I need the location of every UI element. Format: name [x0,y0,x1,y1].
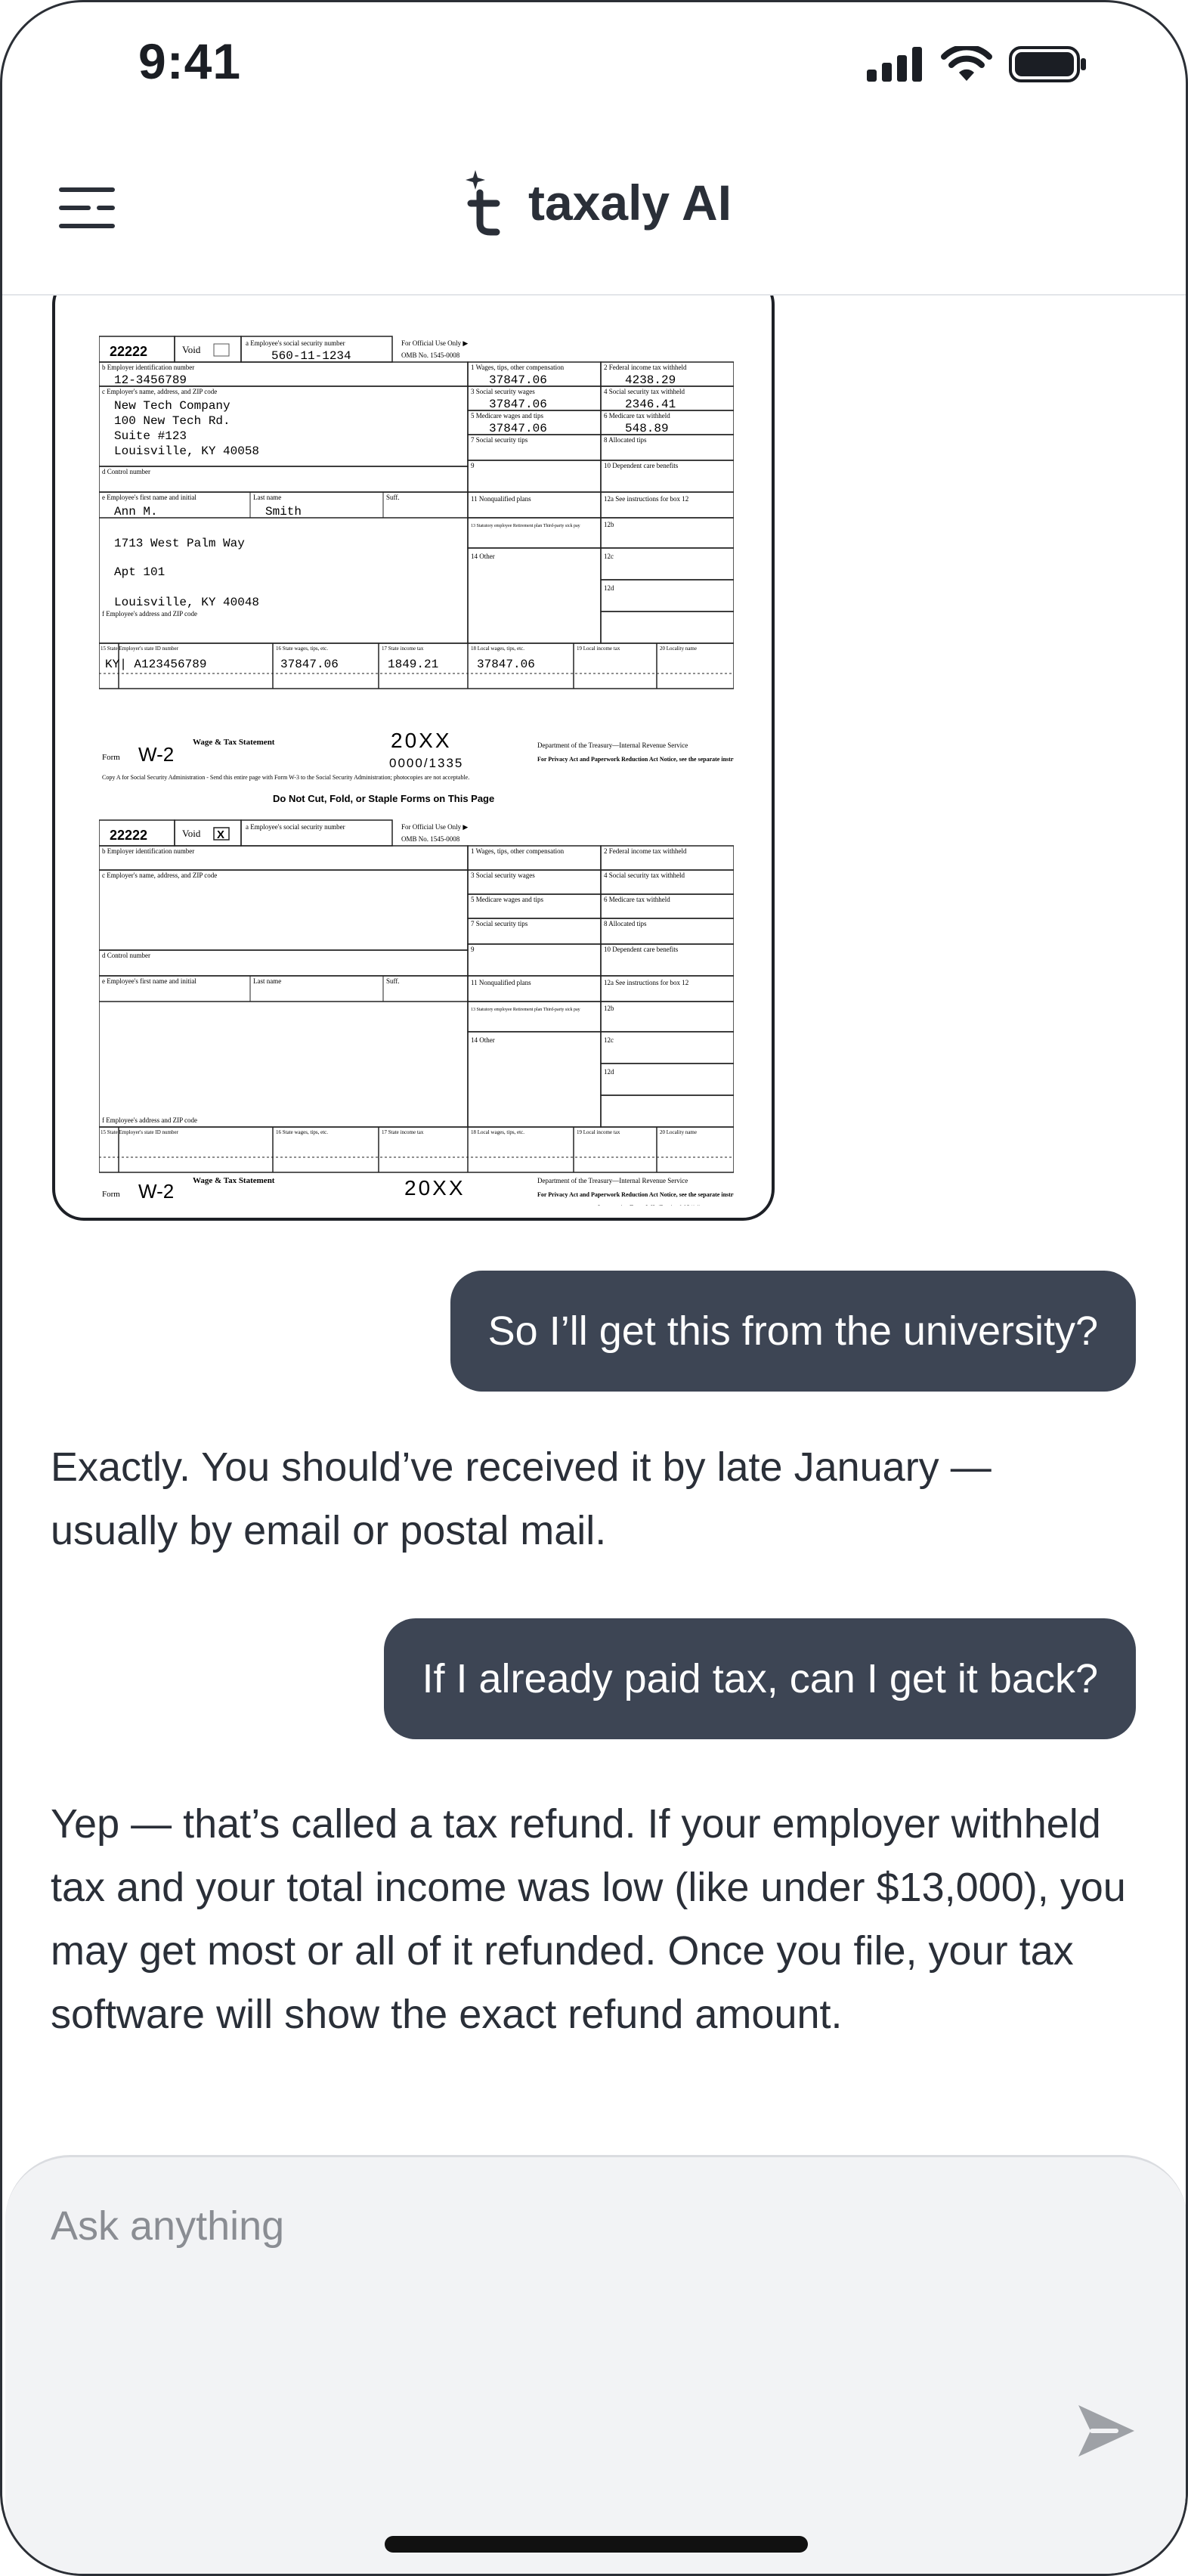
svg-text:c Employer's name, address, an: c Employer's name, address, and ZIP code [102,388,218,395]
w2-form-image [99,306,734,1206]
svg-text:12d: 12d [604,584,614,592]
svg-text:37847.06: 37847.06 [477,658,535,671]
svg-text:Ann M.: Ann M. [114,505,158,519]
svg-text:12a See instructions for box 1: 12a See instructions for box 12 [604,495,689,503]
svg-text:6 Medicare tax withheld: 6 Medicare tax withheld [604,412,670,420]
svg-text:Laser-print Form W2 (Revised 0 [598,1204,701,1206]
svg-text:9: 9 [471,946,475,953]
svg-text:Suff.: Suff. [386,977,400,985]
svg-text:560-11-1234: 560-11-1234 [271,349,351,363]
app-header [2,131,1186,296]
svg-text:19 Local income tax: 19 Local income tax [577,646,620,652]
sparkle-t-logo [463,169,506,237]
assistant-message: Exactly. You should’ve received it by late January — usually by email or postal mail. [51,1444,992,1553]
w2-control-code: 22222 [110,344,148,359]
svg-text:37847.06: 37847.06 [489,398,547,411]
svg-text:17 State income tax: 17 State income tax [382,1129,424,1135]
svg-text:19 Local income tax: 19 Local income tax [577,1129,620,1135]
home-indicator[interactable] [385,2536,808,2553]
status-time: 9:41 [138,33,242,89]
svg-text:20 Locality name: 20 Locality name [660,1129,697,1135]
svg-text:X: X [217,828,225,841]
svg-text:1849.21: 1849.21 [388,658,439,671]
svg-text:d Control number: d Control number [102,952,150,959]
svg-text:14 Other: 14 Other [471,553,495,560]
svg-text:3 Social security wages: 3 Social security wages [471,872,535,879]
svg-text:10 Dependent care benefits: 10 Dependent care benefits [604,462,679,469]
svg-text:10 Dependent care benefits: 10 Dependent care benefits [604,946,679,953]
signal-icon [867,47,924,82]
svg-text:8 Allocated tips: 8 Allocated tips [604,920,647,927]
app-title: taxaly AI [528,175,732,231]
svg-text:d Control number: d Control number [102,468,150,475]
svg-text:Smith: Smith [265,505,302,519]
svg-text:100 New Tech Rd.: 100 New Tech Rd. [114,414,230,428]
svg-text:New Tech Company: New Tech Company [114,399,230,413]
svg-text:c Employer's name, address, an: c Employer's name, address, and ZIP code [102,872,218,879]
svg-text:12b: 12b [604,521,614,528]
svg-text:6 Medicare tax withheld: 6 Medicare tax withheld [604,896,670,903]
assistant-message: Yep — that’s called a tax refund. If your employer withheld tax and your total income was low (like under $13,000), you may get most or all of it refunded. Once you file, your tax software will show the exact refund amount. [51,1801,1126,2037]
svg-text:f Employee's address and ZIP c: f Employee's address and ZIP code [102,1116,197,1124]
svg-text:16 State wages, tips, etc.: 16 State wages, tips, etc. [276,646,329,652]
svg-text:Last name: Last name [253,977,282,985]
send-icon[interactable] [1072,2398,1139,2464]
svg-text:37847.06: 37847.06 [280,658,339,671]
svg-text:Louisville, KY 40058: Louisville, KY 40058 [114,444,260,458]
svg-text:Wage & Tax Statement: Wage & Tax Statement [193,738,275,747]
svg-text:Department of the Treasury—Int: Department of the Treasury—Internal Revenue Service [537,742,688,749]
svg-text:9: 9 [471,462,475,469]
svg-text:20XX: 20XX [404,1176,466,1200]
svg-text:1 Wages, tips, other compensat: 1 Wages, tips, other compensation [471,847,565,855]
svg-text:11 Nonqualified plans: 11 Nonqualified plans [471,495,531,503]
svg-text:12b: 12b [604,1005,614,1012]
svg-text:KY| A123456789: KY| A123456789 [105,658,207,671]
chat-thread[interactable] [2,296,1186,2155]
svg-text:Wage & Tax Statement: Wage & Tax Statement [193,1176,275,1185]
svg-text:15 State Employer's state ID: 15 State Employer's state ID number [101,1129,178,1135]
svg-text:3 Social security wages: 3 Social security wages [471,388,535,395]
w2-copy-1 [99,336,734,804]
svg-text:4 Social security tax withheld: 4 Social security tax withheld [604,388,685,395]
svg-text:W-2: W-2 [138,743,175,766]
svg-text:b Employer identification numb: b Employer identification number [102,364,195,371]
svg-text:5 Medicare wages and tips: 5 Medicare wages and tips [471,412,543,420]
svg-text:37847.06: 37847.06 [489,422,547,435]
svg-text:For Official Use Only ▶: For Official Use Only ▶ [401,339,469,347]
composer [5,2155,1187,2576]
svg-text:8 Allocated tips: 8 Allocated tips [604,436,647,444]
svg-text:12d: 12d [604,1068,614,1076]
svg-text:b Employer identification numb: b Employer identification number [102,847,195,855]
user-message: If I already paid tax, can I get it back? [384,1618,1136,1739]
w2-document-card[interactable] [52,296,775,1221]
brand [463,169,732,237]
svg-text:12a See instructions for box 1: 12a See instructions for box 12 [604,979,689,986]
svg-text:a Employee's social security n: a Employee's social security number [246,339,345,347]
svg-text:f Employee's address and ZIP c: f Employee's address and ZIP code [102,610,197,618]
svg-text:11 Nonqualified plans: 11 Nonqualified plans [471,979,531,986]
svg-text:18 Local wages, tips, etc.: 18 Local wages, tips, etc. [471,1129,524,1135]
svg-text:16 State wages, tips, etc.: 16 State wages, tips, etc. [276,1129,329,1135]
svg-text:Do Not Cut, Fold, or Staple Fo: Do Not Cut, Fold, or Staple Forms on This Page [273,793,495,804]
svg-text:For Privacy Act and Paperwork: For Privacy Act and Paperwork Reduction Act Notice, see the separate instructions. [537,756,734,763]
svg-text:2 Federal income tax withheld: 2 Federal income tax withheld [604,847,687,855]
svg-text:13 Statutory employee Retire: 13 Statutory employee Retirement plan Third-party sick pay [471,524,580,528]
svg-text:Form: Form [102,753,120,762]
w2-copy-2 [99,820,734,1206]
svg-text:4 Social security tax withheld: 4 Social security tax withheld [604,872,685,879]
svg-text:e Employee's first name and in: e Employee's first name and initial [102,977,196,985]
svg-text:2346.41: 2346.41 [625,398,676,411]
wifi-icon [941,46,992,82]
svg-text:4238.29: 4238.29 [625,373,676,387]
svg-text:12c: 12c [604,1036,614,1044]
svg-text:15 State Employer's state ID: 15 State Employer's state ID number [101,646,178,652]
status-icons [867,46,1087,82]
user-message: So I’ll get this from the university? [450,1271,1136,1392]
svg-text:12c: 12c [604,553,614,560]
svg-text:1713 West Palm Way: 1713 West Palm Way [114,537,245,550]
svg-text:0000/1335 [403,1203,477,1206]
svg-text:Suite #123: Suite #123 [114,429,187,443]
svg-text:7 Social security tips: 7 Social security tips [471,920,528,927]
svg-text:548.89: 548.89 [625,422,669,435]
svg-text:Void: Void [182,828,201,839]
svg-text:a Employee's social security n: a Employee's social security number [246,823,345,831]
battery-icon [1009,46,1087,82]
svg-text:Department of the Treasury—Int: Department of the Treasury—Internal Revenue Service [537,1177,688,1184]
svg-text:12-3456789: 12-3456789 [114,373,187,387]
svg-text:7 Social security tips: 7 Social security tips [471,436,528,444]
svg-text:W-2: W-2 [138,1180,175,1203]
svg-text:0000/1335: 0000/1335 [389,756,464,770]
svg-text:14 Other: 14 Other [471,1036,495,1044]
svg-text:OMB No. 1545-0008: OMB No. 1545-0008 [401,835,460,843]
w2-void-label: Void [182,344,201,355]
status-bar [2,2,1186,131]
svg-text:Suff.: Suff. [386,494,400,501]
svg-text:Louisville, KY 40048: Louisville, KY 40048 [114,596,260,609]
svg-text:2 Federal income tax withheld: 2 Federal income tax withheld [604,364,687,371]
svg-text:20XX: 20XX [391,729,452,752]
svg-text:For Privacy Act and Paperwork: For Privacy Act and Paperwork Reduction Act Notice, see the separate instructions. [537,1191,734,1198]
svg-text:OMB No. 1545-0008: OMB No. 1545-0008 [401,351,460,359]
svg-text:37847.06: 37847.06 [489,373,547,387]
ask-input[interactable] [51,2203,1033,2249]
svg-text:Last name: Last name [253,494,282,501]
svg-text:20 Locality name: 20 Locality name [660,646,697,652]
svg-text:22222: 22222 [110,828,148,843]
svg-text:13 Statutory employee Retire: 13 Statutory employee Retirement plan Third-party sick pay [471,1008,580,1012]
svg-text:For Official Use Only ▶: For Official Use Only ▶ [401,823,469,831]
svg-text:Apt 101: Apt 101 [114,565,166,579]
menu-icon[interactable] [58,185,116,231]
svg-text:Form: Form [102,1190,120,1199]
svg-text:5 Medicare wages and tips: 5 Medicare wages and tips [471,896,543,903]
svg-text:e Employee's first name and in: e Employee's first name and initial [102,494,196,501]
svg-text:17 State income tax: 17 State income tax [382,646,424,652]
svg-text:Copy A for Social Security Adm: Copy A for Social Security Administration - Send this entire page with Form W-3 to the Social Security Administration; photocopies are not acceptable. [102,774,470,781]
svg-text:1 Wages, tips, other compensat: 1 Wages, tips, other compensation [471,364,565,371]
svg-text:18 Local wages, tips, etc.: 18 Local wages, tips, etc. [471,646,524,652]
